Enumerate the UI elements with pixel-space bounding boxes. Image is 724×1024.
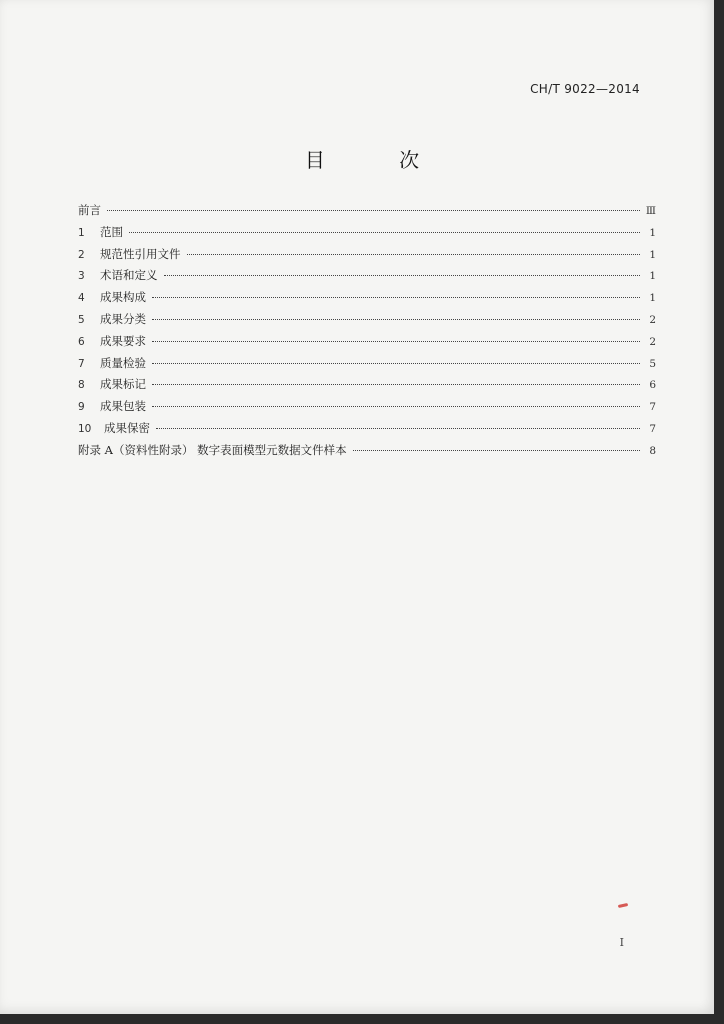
dot-leader <box>152 297 640 298</box>
toc-entry-label: 成果分类 <box>100 311 146 326</box>
toc-entry-label: 附录 A（资料性附录） 数字表面模型元数据文件样本 <box>78 442 347 457</box>
toc-entry-page: 7 <box>649 422 656 435</box>
toc-entry-label: 成果包装 <box>100 399 146 414</box>
toc-entry-label: 术语和定义 <box>100 268 158 283</box>
toc-entry-number: 6 <box>78 335 85 348</box>
toc-entry-page: 1 <box>649 270 656 283</box>
toc-entry-3[interactable] <box>78 267 656 289</box>
toc-entry-10[interactable] <box>78 420 656 442</box>
toc-entry-label: 成果标记 <box>100 377 146 392</box>
dot-leader <box>107 210 640 211</box>
standard-code: CH/T 9022—2014 <box>530 82 640 96</box>
toc-entry-label: 质量检验 <box>100 355 146 370</box>
toc-entry-9[interactable] <box>78 398 656 420</box>
toc-entry-page: 1 <box>649 248 656 261</box>
toc-entry-label: 规范性引用文件 <box>100 246 181 261</box>
toc-entry-number: 2 <box>78 248 85 261</box>
toc-entry-number: 10 <box>78 422 92 435</box>
toc-entry-number: 3 <box>78 270 85 283</box>
dot-leader <box>152 363 640 364</box>
toc-entry-page: Ⅲ <box>645 205 656 217</box>
dot-leader <box>187 254 641 255</box>
toc-entry-8[interactable] <box>78 376 656 398</box>
page-number: Ⅰ <box>619 936 624 949</box>
toc-entry-number: 4 <box>78 292 85 305</box>
page-title: 目 次 <box>304 148 454 172</box>
dot-leader <box>353 450 640 451</box>
toc-entry-5[interactable] <box>78 311 656 333</box>
table-of-contents <box>78 202 656 464</box>
dot-leader <box>152 341 640 342</box>
dot-leader <box>152 406 640 407</box>
dot-leader <box>129 232 640 233</box>
toc-entry-label: 成果要求 <box>100 333 146 348</box>
toc-entry-page: 1 <box>649 292 656 305</box>
toc-entry-2[interactable] <box>78 246 656 268</box>
toc-entry-number: 7 <box>78 357 85 370</box>
dot-leader <box>164 275 641 276</box>
toc-entry-number: 1 <box>78 226 85 239</box>
toc-entry-label: 范围 <box>100 224 123 239</box>
dot-leader <box>152 384 640 385</box>
toc-entry-4[interactable] <box>78 289 656 311</box>
toc-entry-number: 8 <box>78 379 85 392</box>
toc-entry-label: 成果保密 <box>104 420 150 435</box>
toc-entry-appendix-a[interactable] <box>78 442 656 464</box>
toc-entry-label: 成果构成 <box>100 290 146 305</box>
toc-entry-page: 2 <box>649 313 656 326</box>
toc-entry-page: 6 <box>649 379 656 392</box>
ink-mark <box>618 903 628 908</box>
toc-entry-number: 9 <box>78 401 85 414</box>
toc-entry-page: 7 <box>649 401 656 414</box>
toc-entry-1[interactable] <box>78 224 656 246</box>
toc-entry-page: 2 <box>649 335 656 348</box>
toc-entry-label: 前言 <box>78 203 101 217</box>
toc-entry-page: 5 <box>649 357 656 370</box>
toc-entry-foreword[interactable] <box>78 202 656 224</box>
toc-entry-page: 1 <box>649 226 656 239</box>
dot-leader <box>152 319 640 320</box>
dot-leader <box>156 428 640 429</box>
toc-entry-7[interactable] <box>78 355 656 377</box>
toc-entry-page: 8 <box>649 444 656 457</box>
toc-entry-number: 5 <box>78 313 85 326</box>
toc-entry-6[interactable] <box>78 333 656 355</box>
